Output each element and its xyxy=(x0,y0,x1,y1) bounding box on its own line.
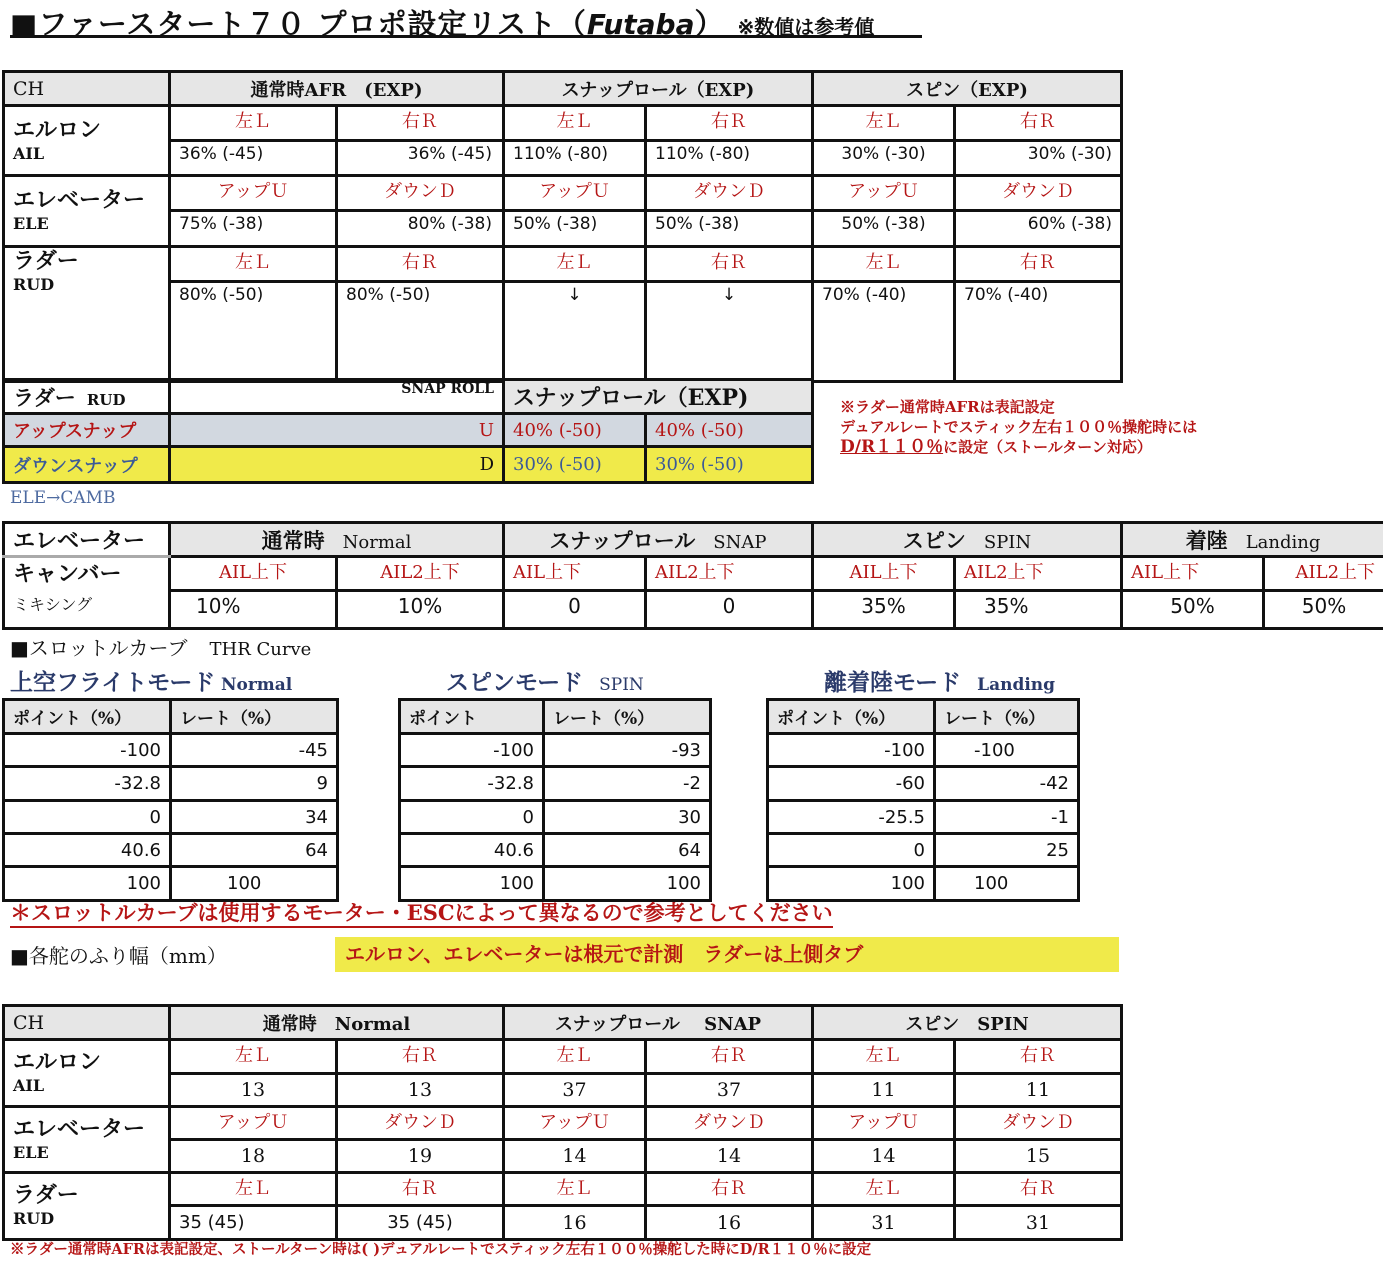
throw-ele-label: アップＵ xyxy=(504,1107,646,1140)
curve-rate: -45 xyxy=(171,734,338,767)
throw-ele-label: ダウンＤ xyxy=(646,1107,813,1140)
camber-label: AIL上下 xyxy=(170,557,337,591)
ele-label: ダウンＤ xyxy=(646,176,813,211)
curve-rate: -42 xyxy=(935,767,1079,801)
curve-point: -100 xyxy=(400,734,544,767)
snap-exp-header: スナップロール（EXP) xyxy=(504,380,813,414)
spin-curve-table xyxy=(398,698,712,902)
ele-row-label: エレベーター ELE xyxy=(4,176,170,247)
camber-value: 35% xyxy=(813,591,955,629)
throw-heading: ■各舵のふり幅（mm） xyxy=(10,944,227,968)
throw-rud-label: 右Ｒ xyxy=(955,1173,1122,1206)
rud-value: 70% (-40) xyxy=(955,282,1122,382)
curve-point: 100 xyxy=(400,867,544,901)
curve-col-point: ポイント xyxy=(400,700,544,734)
title-brand: Futaba xyxy=(586,8,695,41)
camber-label: AIL上下 xyxy=(813,557,955,591)
ail-value: 110% (-80) xyxy=(504,141,646,176)
throw-rud-value: 35 (45) xyxy=(337,1206,504,1240)
ail-value: 30% (-30) xyxy=(955,141,1122,176)
curve-point: -32.8 xyxy=(400,767,544,801)
curve-rate: 100 xyxy=(935,867,1079,901)
throw-rud-label: 左Ｌ xyxy=(504,1173,646,1206)
throw-ele-value: 19 xyxy=(337,1140,504,1173)
throw-ele-value: 14 xyxy=(813,1140,955,1173)
curve-point: -25.5 xyxy=(768,801,935,834)
curve-point: -100 xyxy=(768,734,935,767)
curve-point: 40.6 xyxy=(4,834,171,867)
ail-value: 36% (-45) xyxy=(170,141,337,176)
camber-header-landing: 着陸 Landing xyxy=(1122,523,1383,557)
ail-label: 左Ｌ xyxy=(813,106,955,141)
throttle-note: ＊スロットルカーブは使用するモーター・ESCによって異なるので参考としてください xyxy=(10,900,833,928)
ail-label: 左Ｌ xyxy=(170,106,337,141)
curve-rate: -100 xyxy=(935,734,1079,767)
ail-label: 右Ｒ xyxy=(337,106,504,141)
ail-label: 右Ｒ xyxy=(646,106,813,141)
ch-header: CH xyxy=(4,72,170,106)
throw-ail-value: 11 xyxy=(955,1074,1122,1107)
curve-rate: 9 xyxy=(171,767,338,801)
curve-point: 0 xyxy=(400,801,544,834)
camber-row-ja1: エレベーター xyxy=(4,523,170,557)
ele-label: アップＵ xyxy=(170,176,337,211)
rud-value: 80% (-50) xyxy=(170,282,337,382)
camber-value: 0 xyxy=(646,591,813,629)
landing-curve-table xyxy=(766,698,1080,902)
throw-ele-value: 14 xyxy=(504,1140,646,1173)
camber-header-snap: スナップロール SNAP xyxy=(504,523,813,557)
throw-rud-value: 16 xyxy=(504,1206,646,1240)
down-snap-value: 30% (-50) xyxy=(646,447,813,483)
landing-mode-title: 離着陸モード Landing xyxy=(824,669,1056,696)
camber-value: 35% xyxy=(955,591,1122,629)
throw-rud-value: 35 (45) xyxy=(170,1206,337,1240)
camber-label: AIL2上下 xyxy=(646,557,813,591)
down-snap-value: 30% (-50) xyxy=(504,447,646,483)
throw-ail-label: 左Ｌ xyxy=(170,1040,337,1074)
camber-header-spin: スピン SPIN xyxy=(813,523,1122,557)
up-snap-label: アップスナップ xyxy=(4,414,170,447)
curve-point: 100 xyxy=(4,867,171,901)
ele-label: アップＵ xyxy=(813,176,955,211)
curve-col-point: ポイント（%） xyxy=(768,700,935,734)
camber-label: AIL2上下 xyxy=(1264,557,1383,591)
rud-row-label: ラダー RUD xyxy=(4,247,170,382)
throw-rud-value: 31 xyxy=(813,1206,955,1240)
down-snap-label: ダウンスナップ xyxy=(4,447,170,483)
curve-point: 40.6 xyxy=(400,834,544,867)
curve-rate: -1 xyxy=(935,801,1079,834)
curve-rate: 25 xyxy=(935,834,1079,867)
curve-point: 0 xyxy=(4,801,171,834)
throw-snap-header: スナップロール SNAP xyxy=(504,1006,813,1040)
snap-rud-label: ラダー RUD xyxy=(4,380,170,414)
throw-ail-row-label: エルロン AIL xyxy=(4,1040,170,1107)
curve-col-rate: レート（%） xyxy=(935,700,1079,734)
rud-value: ↓ xyxy=(646,282,813,382)
throw-ele-row-label: エレベーター ELE xyxy=(4,1107,170,1173)
throw-ele-value: 18 xyxy=(170,1140,337,1173)
throw-rud-value: 31 xyxy=(955,1206,1122,1240)
rud-label: 左Ｌ xyxy=(170,247,337,282)
rud-value: 70% (-40) xyxy=(813,282,955,382)
curve-point: -100 xyxy=(4,734,171,767)
camber-value: 0 xyxy=(504,591,646,629)
rud-label: 左Ｌ xyxy=(813,247,955,282)
ail-label: 左Ｌ xyxy=(504,106,646,141)
rud-label: 左Ｌ xyxy=(504,247,646,282)
camber-row-label: キャンバー ミキシング xyxy=(4,557,170,629)
curve-rate: 30 xyxy=(544,801,711,834)
throw-normal-header: 通常時 Normal xyxy=(170,1006,504,1040)
throttle-heading: ■スロットルカーブ THR Curve xyxy=(10,636,312,660)
throw-ele-label: アップＵ xyxy=(813,1107,955,1140)
ail-value: 30% (-30) xyxy=(813,141,955,176)
camber-label: AIL上下 xyxy=(1122,557,1264,591)
camber-value: 50% xyxy=(1122,591,1264,629)
camber-label: AIL2上下 xyxy=(955,557,1122,591)
exp-settings-table xyxy=(2,70,1123,383)
down-snap-code: D xyxy=(170,447,504,483)
curve-rate: -2 xyxy=(544,767,711,801)
throw-ail-label: 右Ｒ xyxy=(646,1040,813,1074)
throw-ele-label: アップＵ xyxy=(170,1107,337,1140)
curve-rate: 100 xyxy=(171,867,338,901)
throw-ail-value: 11 xyxy=(813,1074,955,1107)
ele-label: ダウンＤ xyxy=(337,176,504,211)
rud-value: ↓ xyxy=(504,282,646,382)
throw-rud-row-label: ラダー RUD xyxy=(4,1173,170,1240)
ail-row-label: エルロン AIL xyxy=(4,106,170,176)
camber-value: 10% xyxy=(337,591,504,629)
ele-value: 80% (-38) xyxy=(337,211,504,247)
throw-ail-label: 左Ｌ xyxy=(813,1040,955,1074)
ele-label: ダウンＤ xyxy=(955,176,1122,211)
camber-value: 50% xyxy=(1264,591,1383,629)
throw-ele-value: 15 xyxy=(955,1140,1122,1173)
throw-ail-value: 13 xyxy=(337,1074,504,1107)
curve-point: 100 xyxy=(768,867,935,901)
ail-value: 110% (-80) xyxy=(646,141,813,176)
rud-value: 80% (-50) xyxy=(337,282,504,382)
title-close: ） xyxy=(694,7,724,41)
throw-rud-value: 16 xyxy=(646,1206,813,1240)
camber-label: AIL上下 xyxy=(504,557,646,591)
curve-rate: 64 xyxy=(544,834,711,867)
camber-value: 10% xyxy=(170,591,337,629)
rud-label: 右Ｒ xyxy=(646,247,813,282)
page-title xyxy=(10,2,922,41)
spin-mode-title: スピンモード SPIN xyxy=(446,669,644,696)
throw-ele-label: ダウンＤ xyxy=(337,1107,504,1140)
ele-value: 50% (-38) xyxy=(646,211,813,247)
spin-header: スピン（EXP) xyxy=(813,72,1122,106)
ele-value: 50% (-38) xyxy=(504,211,646,247)
curve-col-rate: レート（%） xyxy=(544,700,711,734)
ele-value: 50% (-38) xyxy=(813,211,955,247)
throw-table xyxy=(2,1004,1123,1241)
curve-rate: 64 xyxy=(171,834,338,867)
rud-label: 右Ｒ xyxy=(955,247,1122,282)
throw-footnote: ※ラダー通常時AFRは表記設定、ストールターン時は( )デュアルレートでスティック左右１００％操舵した時にD/R１１０％に設定 xyxy=(10,1241,872,1258)
normal-curve-table xyxy=(2,698,339,902)
normal-mode-title: 上空フライトモード Normal xyxy=(10,669,293,696)
ele-value: 60% (-38) xyxy=(955,211,1122,247)
ail-label: 右Ｒ xyxy=(955,106,1122,141)
ele-camb-label: ELE→CAMB xyxy=(10,488,116,508)
snap-note: ※ラダー通常時AFRは表記設定 デュアルレートでスティック左右１００％操舵時には D/R１１０％に設定（ストールターン対応） xyxy=(840,398,1198,457)
ele-value: 75% (-38) xyxy=(170,211,337,247)
curve-rate: 34 xyxy=(171,801,338,834)
curve-col-point: ポイント（%） xyxy=(4,700,171,734)
title-note: ※数値は参考値 xyxy=(737,15,875,39)
camber-label: AIL2上下 xyxy=(337,557,504,591)
camber-mixing-table xyxy=(2,521,1383,630)
curve-rate: -93 xyxy=(544,734,711,767)
curve-point: -32.8 xyxy=(4,767,171,801)
ele-label: アップＵ xyxy=(504,176,646,211)
throw-ail-label: 右Ｒ xyxy=(337,1040,504,1074)
throw-ch-header: CH xyxy=(4,1006,170,1040)
throw-rud-label: 左Ｌ xyxy=(813,1173,955,1206)
throw-rud-label: 右Ｒ xyxy=(337,1173,504,1206)
normal-afr-header: 通常時AFR (EXP) xyxy=(170,72,504,106)
camber-header-normal: 通常時 Normal xyxy=(170,523,504,557)
throw-ail-label: 右Ｒ xyxy=(955,1040,1122,1074)
curve-point: -60 xyxy=(768,767,935,801)
snap-roll-header: スナップロール（EXP) xyxy=(504,72,813,106)
throw-ail-value: 37 xyxy=(646,1074,813,1107)
curve-rate: 100 xyxy=(544,867,711,901)
throw-ail-value: 37 xyxy=(504,1074,646,1107)
throw-spin-header: スピン SPIN xyxy=(813,1006,1122,1040)
throw-rud-label: 右Ｒ xyxy=(646,1173,813,1206)
rud-label: 右Ｒ xyxy=(337,247,504,282)
throw-rud-label: 左Ｌ xyxy=(170,1173,337,1206)
throw-ail-label: 左Ｌ xyxy=(504,1040,646,1074)
ail-value: 36% (-45) xyxy=(337,141,504,176)
curve-point: 0 xyxy=(768,834,935,867)
curve-col-rate: レート（%） xyxy=(171,700,338,734)
throw-ele-value: 14 xyxy=(646,1140,813,1173)
up-snap-code: U xyxy=(170,414,504,447)
snap-roll-label: SNAP ROLL xyxy=(170,380,504,414)
throw-ail-value: 13 xyxy=(170,1074,337,1107)
throw-ele-label: ダウンＤ xyxy=(955,1107,1122,1140)
throw-banner: エルロン、エレベーターは根元で計測 ラダーは上側タブ xyxy=(335,937,1119,972)
title-main: ■ファースタート７０ プロポ設定リスト（ xyxy=(10,7,587,41)
up-snap-value: 40% (-50) xyxy=(646,414,813,447)
snap-roll-table xyxy=(2,378,814,484)
up-snap-value: 40% (-50) xyxy=(504,414,646,447)
